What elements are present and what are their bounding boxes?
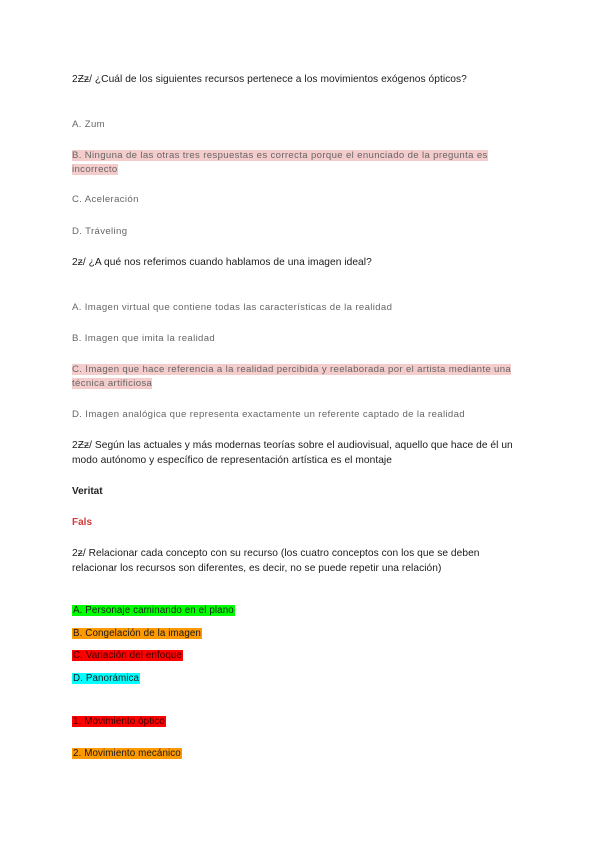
question-3-line1: 2Ƶƶ/ Según las actuales y más modernas teorías sobre el audiovisual, aquello que hace de él un bbox=[72, 440, 513, 451]
q3-answer-false: Fals bbox=[72, 517, 93, 528]
question-3-line2: modo autónomo y específico de representación artística es el montaje bbox=[72, 455, 392, 466]
q1-option-b-line2 bbox=[72, 163, 118, 177]
q1-option-b-line1 bbox=[72, 149, 488, 163]
q4-concept-c bbox=[72, 649, 183, 663]
q3-answer-true: Veritat bbox=[72, 486, 103, 497]
q4-concept-a bbox=[72, 604, 235, 618]
q4-concept-b bbox=[72, 627, 202, 641]
question-4-line1: 2ƶ/ Relacionar cada concepto con su recurso (los cuatro conceptos con los que se deben bbox=[72, 548, 480, 559]
q1-option-b-highlight: B. Ninguna de las otras tres respuestas es correcta porque el enunciado de la pregunta es bbox=[72, 150, 488, 161]
q4-resource-2-highlight: 2. Movimiento mecánico bbox=[73, 748, 181, 759]
q4-concept-b-highlight: B. Congelación de la imagen bbox=[73, 628, 201, 639]
q2-option-c-line1 bbox=[72, 363, 511, 377]
q1-option-b-highlight-2: incorrecto bbox=[72, 164, 118, 175]
q2-option-c-highlight-2: técnica artificiosa bbox=[72, 378, 153, 389]
q2-option-c-line2 bbox=[72, 377, 152, 391]
q4-concept-d-highlight: D. Panorámica bbox=[73, 673, 140, 684]
q2-option-d: D. Imagen analógica que representa exactamente un referente captado de la realidad bbox=[72, 409, 465, 420]
q2-option-c-highlight: C. Imagen que hace referencia a la realidad percibida y reelaborada por el artista mediante una bbox=[72, 364, 512, 375]
question-2-text: 2ƶ/ ¿A qué nos referimos cuando hablamos de una imagen ideal? bbox=[72, 257, 372, 268]
q4-concept-c-highlight: C. Variación del enfoque bbox=[73, 650, 182, 661]
q4-resource-1-highlight: 1. Movimiento óptico bbox=[73, 716, 165, 727]
q4-concept-a-highlight: A. Personaje caminando en el plano bbox=[73, 605, 234, 616]
question-4-line2: relacionar los recursos son diferentes, es decir, no se puede repetir una relación) bbox=[72, 563, 442, 574]
q1-option-c: C. Aceleración bbox=[72, 194, 139, 205]
q1-option-d: D. Tráveling bbox=[72, 226, 128, 237]
q1-option-a: A. Zum bbox=[72, 119, 106, 130]
q2-option-b: B. Imagen que imita la realidad bbox=[72, 333, 216, 344]
q4-resource-2 bbox=[72, 747, 182, 761]
question-1-text: 2Ƶƶ/ ¿Cuál de los siguientes recursos pertenece a los movimientos exógenos ópticos? bbox=[72, 74, 467, 85]
q4-resource-1 bbox=[72, 715, 166, 729]
q4-concept-d bbox=[72, 672, 140, 686]
q2-option-a: A. Imagen virtual que contiene todas las características de la realidad bbox=[72, 302, 393, 313]
